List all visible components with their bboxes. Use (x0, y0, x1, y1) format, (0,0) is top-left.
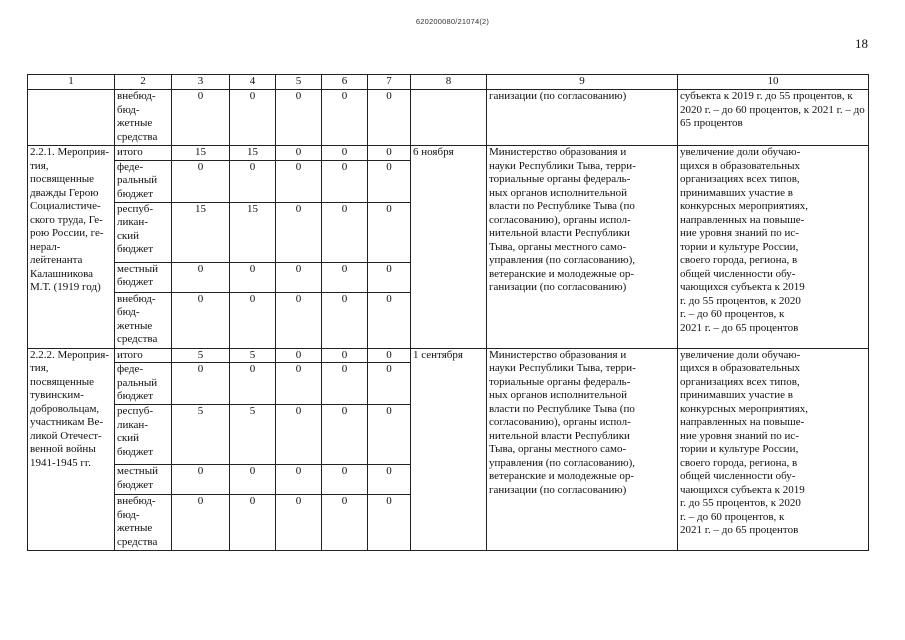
event-date: 1 сентября (411, 348, 487, 551)
value-cell: 0 (172, 292, 230, 348)
funding-source: местный бюджет (115, 465, 172, 495)
funding-source: итого (115, 348, 172, 363)
header-cell: 3 (172, 75, 230, 90)
value-cell: 0 (322, 348, 368, 363)
header-cell: 5 (276, 75, 322, 90)
value-cell: 0 (322, 465, 368, 495)
header-cell: 8 (411, 75, 487, 90)
result-cell: увеличение доли обучаю- щихся в образовательных организациях всех типов, принимавших участие в конкурсных мероприятиях, направленных на повыше- ние уровня знаний по ис- тории и культуре России, своего города, региона, в общей численности обу- чающихся субъекта к 2019 г. до 55 процентов, к 2020 г. – до 60 процентов, к 2021 г. – до 65 процентов (678, 348, 869, 551)
value-cell: 0 (322, 495, 368, 551)
executors-cell: Министерство образования и науки Республики Тыва, терри- ториальные органы федераль- ных органов исполнительной власти по Республике Тыва (по согласованию), органы испол- нительной власти Республики Тыва, органы местного само- управления (по согласованию), ветеранские и молодежные ор- ганизации (по согласованию) (487, 146, 678, 349)
value-cell: 0 (322, 292, 368, 348)
page-number: 18 (855, 36, 868, 51)
value-cell: 0 (276, 146, 322, 161)
value-cell: 0 (368, 146, 411, 161)
funding-source: внебюд- бюд- жетные средства (115, 495, 172, 551)
executors-cell: Министерство образования и науки Республики Тыва, терри- ториальные органы федераль- ных органов исполнительной власти по Республике Тыва (по согласованию), органы испол- нительной власти Республики Тыва, органы местного само- управления (по согласованию), ветеранские и молодежные ор- ганизации (по согласованию) (487, 348, 678, 551)
value-cell: 5 (230, 348, 276, 363)
result-cell: увеличение доли обучаю- щихся в образовательных организациях всех типов, принимавших участие в конкурсных мероприятиях, направленных на повыше- ние уровня знаний по ис- тории и культуре России, своего города, региона, в общей численности обу- чающихся субъекта к 2019 г. до 55 процентов, к 2020 г. – до 60 процентов, к 2021 г. – до 65 процентов (678, 146, 869, 349)
value-cell: 0 (276, 363, 322, 405)
header-cell: 2 (115, 75, 172, 90)
value-cell: 15 (230, 146, 276, 161)
event-row (28, 146, 869, 161)
funding-source: итого (115, 146, 172, 161)
value-cell: 0 (276, 90, 322, 146)
value-cell: 0 (368, 202, 411, 262)
empty-cell (411, 90, 487, 146)
value-cell: 0 (368, 495, 411, 551)
value-cell: 0 (368, 292, 411, 348)
funding-source: респуб- ликан- ский бюджет (115, 202, 172, 262)
value-cell: 0 (322, 202, 368, 262)
value-cell: 5 (230, 405, 276, 465)
value-cell: 0 (322, 160, 368, 202)
event-title: 2.2.2. Мероприя- тия, посвященные тувинским- добровольцам, участникам Ве- ликой Отечест- венной войны 1941-1945 гг. (28, 348, 115, 551)
value-cell: 0 (172, 90, 230, 146)
value-cell: 0 (276, 465, 322, 495)
event-date: 6 ноября (411, 146, 487, 349)
header-cell: 1 (28, 75, 115, 90)
value-cell: 0 (368, 90, 411, 146)
value-cell: 15 (172, 202, 230, 262)
value-cell: 0 (230, 160, 276, 202)
value-cell: 15 (230, 202, 276, 262)
value-cell: 0 (276, 160, 322, 202)
header-cell: 10 (678, 75, 869, 90)
header-cell: 6 (322, 75, 368, 90)
empty-cell (28, 90, 115, 146)
value-cell: 0 (230, 262, 276, 292)
value-cell: 0 (322, 363, 368, 405)
value-cell: 0 (322, 146, 368, 161)
document-id: 620200080/21074(2) (415, 17, 490, 26)
funding-source: внебюд- бюд- жетные средства (115, 90, 172, 146)
value-cell: 0 (276, 292, 322, 348)
executors-cell: ганизации (по согласованию) (487, 90, 678, 146)
value-cell: 0 (322, 405, 368, 465)
value-cell: 0 (230, 292, 276, 348)
event-row (28, 348, 869, 363)
header-cell: 9 (487, 75, 678, 90)
value-cell: 0 (276, 348, 322, 363)
value-cell: 0 (172, 495, 230, 551)
header-row (28, 75, 869, 90)
header-cell: 4 (230, 75, 276, 90)
continuation-row (28, 90, 869, 146)
value-cell: 15 (172, 146, 230, 161)
value-cell: 0 (368, 262, 411, 292)
value-cell: 5 (172, 348, 230, 363)
funding-source: феде- ральный бюджет (115, 363, 172, 405)
value-cell: 0 (230, 465, 276, 495)
value-cell: 5 (172, 405, 230, 465)
funding-source: респуб- ликан- ский бюджет (115, 405, 172, 465)
value-cell: 0 (172, 363, 230, 405)
value-cell: 0 (322, 262, 368, 292)
value-cell: 0 (172, 465, 230, 495)
value-cell: 0 (276, 202, 322, 262)
plan-table (27, 74, 869, 551)
value-cell: 0 (368, 160, 411, 202)
value-cell: 0 (172, 160, 230, 202)
value-cell: 0 (172, 262, 230, 292)
funding-source: феде- ральный бюджет (115, 160, 172, 202)
value-cell: 0 (230, 90, 276, 146)
funding-source: местный бюджет (115, 262, 172, 292)
value-cell: 0 (276, 262, 322, 292)
value-cell: 0 (276, 405, 322, 465)
value-cell: 0 (368, 405, 411, 465)
value-cell: 0 (368, 348, 411, 363)
event-title: 2.2.1. Мероприя- тия, посвященные дважды Герою Социалистиче- ского труда, Ге- рою России, ге- нерал-лейтенанта Калашникова М.Т. (1919 год) (28, 146, 115, 349)
value-cell: 0 (230, 363, 276, 405)
funding-source: внебюд- бюд- жетные средства (115, 292, 172, 348)
header-cell: 7 (368, 75, 411, 90)
value-cell: 0 (368, 363, 411, 405)
value-cell: 0 (276, 495, 322, 551)
value-cell: 0 (322, 90, 368, 146)
result-cell: субъекта к 2019 г. до 55 процентов, к 2020 г. – до 60 процентов, к 2021 г. – до 65 процентов (678, 90, 869, 146)
value-cell: 0 (230, 495, 276, 551)
value-cell: 0 (368, 465, 411, 495)
